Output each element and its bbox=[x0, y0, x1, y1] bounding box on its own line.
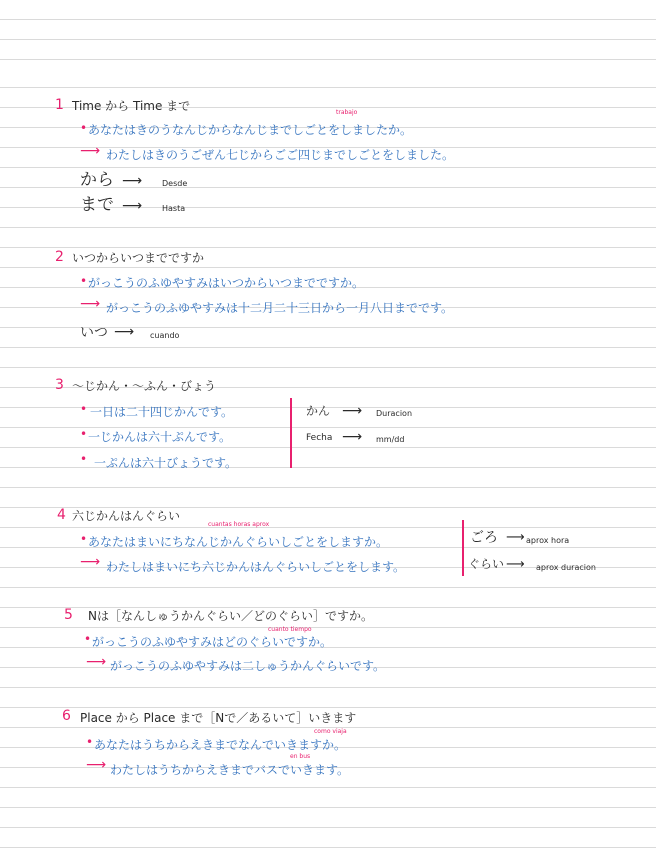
section-4-title: 六じかんはんぐらい bbox=[72, 509, 181, 523]
section-6-title: Place から Place まで［Nで／あるいて］いきます bbox=[80, 711, 357, 725]
section-2-answer: がっこうのふゆやすみは十二月二十三日から一月八日までです。 bbox=[106, 301, 454, 315]
vocab-word: ごろ bbox=[470, 530, 498, 546]
divider-line bbox=[290, 398, 292, 468]
arrow-marker: ⟶ bbox=[80, 554, 101, 570]
vocab-word: かん bbox=[306, 404, 331, 418]
bullet: • bbox=[80, 427, 88, 441]
arrow-marker: ⟶ bbox=[114, 324, 135, 340]
vocab-word: まで bbox=[80, 195, 114, 215]
section-1-answer: わたしはきのうごぜん七じからごご四じまでしごとをしました。 bbox=[106, 148, 455, 162]
arrow-marker: ⟶ bbox=[80, 143, 101, 159]
vocab-meaning: cuando bbox=[150, 331, 180, 340]
vocab-meaning: Duracion bbox=[376, 409, 413, 418]
arrow-marker: ⟶ bbox=[86, 654, 107, 670]
section-6-number: 6 bbox=[62, 708, 71, 724]
section-1-note: trabajo bbox=[336, 109, 358, 116]
section-6-note2: en bus bbox=[290, 753, 311, 760]
section-4-number: 4 bbox=[57, 507, 66, 523]
section-5-note: cuanto tiempo bbox=[268, 626, 312, 633]
arrow-marker: ⟶ bbox=[342, 403, 363, 419]
divider-line bbox=[462, 520, 464, 576]
bullet: • bbox=[84, 632, 92, 646]
arrow-marker: ⟶ bbox=[122, 198, 143, 214]
section-3-number: 3 bbox=[55, 377, 64, 393]
bullet: • bbox=[80, 532, 88, 546]
arrow-marker: ⟶ bbox=[86, 757, 107, 773]
section-5-question: がっこうのふゆやすみはどのぐらいですか。 bbox=[92, 635, 333, 649]
bullet: • bbox=[80, 121, 88, 135]
vocab-meaning: mm/dd bbox=[376, 435, 405, 444]
arrow-marker: ⟶ bbox=[506, 557, 525, 572]
vocab-meaning: aprox hora bbox=[526, 536, 570, 545]
arrow-marker: ⟶ bbox=[342, 429, 363, 445]
section-3-line: 一日は二十四じかんです。 bbox=[90, 405, 234, 419]
section-6-note: como viaja bbox=[314, 728, 347, 735]
section-3-line: 一ぷんは六十びょうです。 bbox=[94, 456, 238, 470]
section-4-answer: わたしはまいにち六じかんはんぐらいしごとをします。 bbox=[106, 560, 406, 574]
bullet: • bbox=[80, 402, 88, 416]
section-4-note: cuantas horas aprox bbox=[208, 521, 270, 528]
vocab-meaning: Hasta bbox=[162, 204, 186, 213]
section-3-title: 〜じかん・〜ふん・びょう bbox=[72, 379, 217, 393]
section-2-title: いつからいつまでですか bbox=[72, 251, 205, 265]
vocab-word: から bbox=[80, 170, 114, 190]
section-2-number: 2 bbox=[55, 249, 64, 265]
bullet: • bbox=[86, 735, 94, 749]
vocab-meaning: aprox duracion bbox=[536, 563, 596, 572]
section-4-question: あなたはまいにちなんじかんぐらいしごとをしますか。 bbox=[88, 535, 389, 549]
section-5-title: Nは［なんしゅうかんぐらい／どのぐらい］ですか。 bbox=[88, 609, 373, 623]
section-1-question: あなたはきのうなんじからなんじまでしごとをしましたか。 bbox=[88, 123, 413, 137]
section-6-answer: わたしはうちからえきまでバスでいきます。 bbox=[110, 763, 350, 777]
arrow-marker: ⟶ bbox=[80, 296, 101, 312]
section-3-line: 一じかんは六十ぷんです。 bbox=[88, 430, 232, 444]
vocab-word: Fecha bbox=[306, 433, 333, 443]
vocab-meaning: Desde bbox=[162, 179, 188, 188]
vocab-word: ぐらい bbox=[468, 557, 505, 571]
section-2-question: がっこうのふゆやすみはいつからいつまでですか。 bbox=[88, 276, 365, 290]
section-5-number: 5 bbox=[64, 607, 73, 623]
bullet: • bbox=[80, 274, 88, 288]
section-6-question: あなたはうちからえきまでなんでいきますか。 bbox=[94, 738, 347, 752]
section-5-answer: がっこうのふゆやすみは二しゅうかんぐらいです。 bbox=[110, 659, 386, 673]
bullet: • bbox=[80, 452, 88, 466]
arrow-marker: ⟶ bbox=[506, 530, 525, 545]
vocab-word: いつ bbox=[80, 325, 108, 341]
section-1-title: Time から Time まで bbox=[72, 99, 191, 113]
section-1-number: 1 bbox=[55, 97, 64, 113]
arrow-marker: ⟶ bbox=[122, 173, 143, 189]
